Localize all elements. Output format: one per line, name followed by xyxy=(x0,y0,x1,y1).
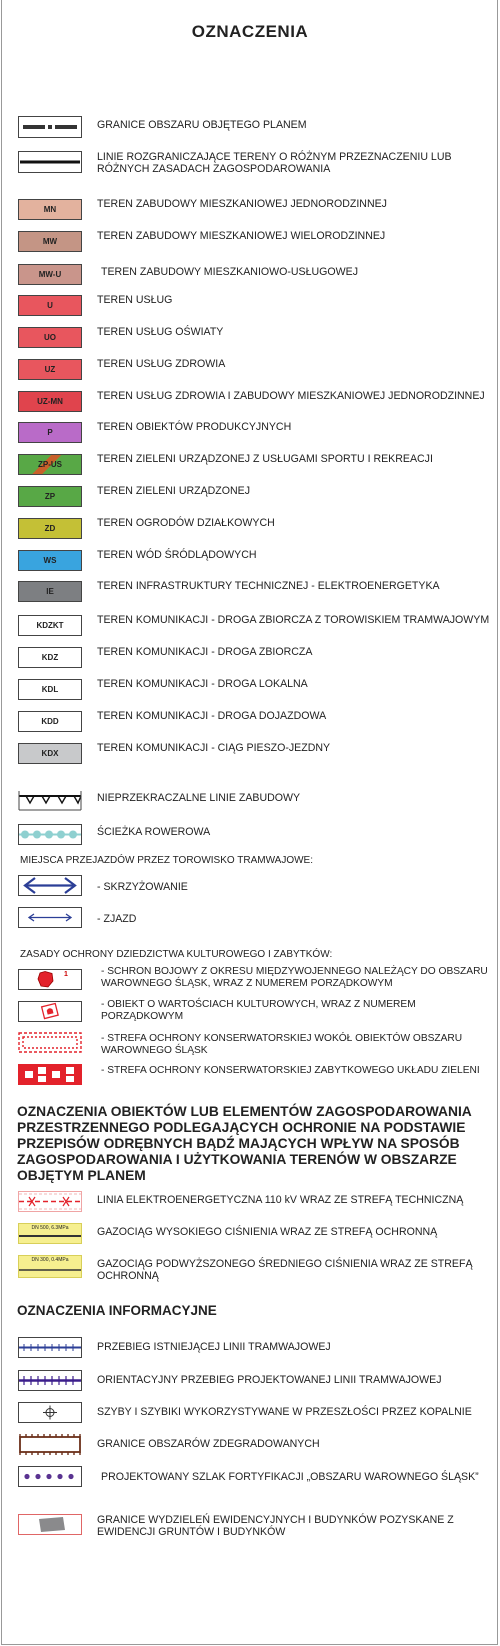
zone-zd-symbol: ZD xyxy=(18,518,82,539)
cadastral-boundary-label: GRANICE WYDZIELEŃ EWIDENCYJNYCH I BUDYNKÓW POZYSKANE Z EWIDENCJI GRUNTÓW I BUDYNKÓW xyxy=(97,1514,454,1538)
zone-uz-symbol: UZ xyxy=(18,359,82,380)
zone-zp-us-label: TEREN ZIELENI URZĄDZONEJ Z USŁUGAMI SPORTU I REKREACJI xyxy=(97,453,433,465)
zone-mw-u-label: TEREN ZABUDOWY MIESZKANIOWO-USŁUGOWEJ xyxy=(101,266,359,278)
zone-kdd-symbol: KDD xyxy=(18,711,82,732)
bunker-symbol xyxy=(18,969,82,990)
zone-zp-label: TEREN ZIELENI URZĄDZONEJ xyxy=(97,485,251,497)
crossing-driveway-label: - ZJAZD xyxy=(97,913,137,925)
fortification-zone-label: - STREFA OCHRONY KONSERWATORSKIEJ WOKÓŁ OBIEKTÓW OBSZARU WAROWNEGO ŚLĄSK xyxy=(101,1033,463,1056)
building-line-label: NIEPRZEKRACZALNE LINIE ZABUDOWY xyxy=(97,792,301,804)
zone-uo-label: TEREN USŁUG OŚWIATY xyxy=(97,326,224,338)
zone-mw-u-symbol: MW-U xyxy=(18,264,82,285)
building-line-symbol xyxy=(18,790,82,811)
zone-kdz-symbol: KDZ xyxy=(18,647,82,668)
crossing-intersection-label: - SKRZYŻOWANIE xyxy=(97,881,188,893)
zone-p-label: TEREN OBIEKTÓW PRODUKCYJNYCH xyxy=(97,421,292,433)
zone-ie-label: TEREN INFRASTRUKTURY TECHNICZNEJ - ELEKTROENERGETYKA xyxy=(97,580,440,592)
degraded-area-symbol xyxy=(18,1434,82,1455)
zone-ws-symbol: WS xyxy=(18,550,82,571)
zone-zp-us-symbol: ZP-US xyxy=(18,454,82,475)
gas-high-symbol xyxy=(18,1223,82,1244)
protection-heading: OZNACZENIA OBIEKTÓW LUB ELEMENTÓW ZAGOSPODAROWANIA PRZESTRZENNEGO PODLEGAJĄCYCH OCHRONIE NA PODSTAWIE PRZEPISÓW ODRĘBNYCH BĄDŹ MAJĄCYCH WPŁYW NA SPOSÓB ZAGOSPODAROWANIA I UŻYTKOWANIA TERENÓW W OBSZARZE OBJĘTYM PLANEM xyxy=(17,1104,472,1183)
zone-ie-symbol: IE xyxy=(18,581,82,602)
power-line-label: LINIA ELEKTROENERGETYCZNA 110 kV WRAZ ZE STREFĄ TECHNICZNĄ xyxy=(97,1194,464,1206)
green-heritage-zone-symbol xyxy=(18,1064,82,1085)
zone-uz-mn-label: TEREN USŁUG ZDROWIA I ZABUDOWY MIESZKANIOWEJ JEDNORODZINNEJ xyxy=(97,390,485,402)
tram-existing-symbol xyxy=(18,1337,82,1358)
cadastral-boundary-symbol xyxy=(18,1514,82,1535)
gas-high-label: GAZOCIĄG WYSOKIEGO CIŚNIENIA WRAZ ZE STREFĄ OCHRONNĄ xyxy=(97,1226,438,1238)
mine-shaft-label: SZYBY I SZYBIKI WYKORZYSTYWANE W PRZESZŁOŚCI PRZEZ KOPALNIE xyxy=(97,1406,472,1418)
gas-medium-symbol-text: DN 300, 0.4MPa xyxy=(31,1257,69,1263)
tram-planned-label: ORIENTACYJNY PRZEBIEG PROJEKTOWANEJ LINII TRAMWAJOWEJ xyxy=(97,1374,442,1386)
zone-kdzkt-label: TEREN KOMUNIKACJI - DROGA ZBIORCZA Z TOROWISKIEM TRAMWAJOWYM xyxy=(97,614,490,626)
degraded-area-label: GRANICE OBSZARÓW ZDEGRADOWANYCH xyxy=(97,1438,320,1450)
zone-p-symbol: P xyxy=(18,422,82,443)
plan-boundary-symbol xyxy=(18,116,82,138)
zone-u-symbol: U xyxy=(18,295,82,316)
info-heading: OZNACZENIA INFORMACYJNE xyxy=(17,1303,217,1318)
tram-existing-label: PRZEBIEG ISTNIEJĄCEJ LINII TRAMWAJOWEJ xyxy=(97,1341,331,1353)
gas-medium-symbol xyxy=(18,1255,82,1278)
zone-u-label: TEREN USŁUG xyxy=(97,294,173,306)
zone-mw-label: TEREN ZABUDOWY MIESZKANIOWEJ WIELORODZINNEJ xyxy=(97,230,386,242)
power-line-symbol xyxy=(18,1191,82,1212)
fortification-route-label: PROJEKTOWANY SZLAK FORTYFIKACJI „OBSZARU WAROWNEGO ŚLĄSK” xyxy=(101,1471,479,1483)
zone-zp-symbol: ZP xyxy=(18,486,82,507)
zone-kdl-symbol: KDL xyxy=(18,679,82,700)
zone-zd-label: TEREN OGRODÓW DZIAŁKOWYCH xyxy=(97,517,275,529)
cultural-object-symbol xyxy=(18,1001,82,1022)
zone-kdx-symbol: KDX xyxy=(18,743,82,764)
zone-kdd-label: TEREN KOMUNIKACJI - DROGA DOJAZDOWA xyxy=(97,710,327,722)
bike-path-symbol xyxy=(18,824,82,845)
green-heritage-zone-label: - STREFA OCHRONY KONSERWATORSKIEJ ZABYTKOWEGO UKŁADU ZIELENI xyxy=(101,1065,480,1076)
gas-high-symbol-text: DN 500, 6.3MPa xyxy=(31,1225,69,1231)
zone-kdx-label: TEREN KOMUNIKACJI - CIĄG PIESZO-JEZDNY xyxy=(97,742,331,754)
zone-uo-symbol: UO xyxy=(18,327,82,348)
crossings-heading: MIEJSCA PRZEJAZDÓW PRZEZ TOROWISKO TRAMWAJOWE: xyxy=(20,855,313,866)
division-line-label: LINIE ROZGRANICZAJĄCE TERENY O RÓŻNYM PRZEZNACZENIU LUB RÓŻNYCH ZASADACH ZAGOSPODAROWANIA xyxy=(97,151,452,175)
division-line-symbol xyxy=(18,151,82,173)
zone-mw-symbol: MW xyxy=(18,231,82,252)
zone-kdl-label: TEREN KOMUNIKACJI - DROGA LOKALNA xyxy=(97,678,308,690)
legend-title: OZNACZENIA xyxy=(191,22,309,41)
zone-kdzkt-symbol: KDZKT xyxy=(18,615,82,636)
fortification-route-symbol xyxy=(18,1466,82,1487)
mine-shaft-symbol xyxy=(18,1402,82,1423)
bunker-label: - SCHRON BOJOWY Z OKRESU MIĘDZYWOJENNEGO NALEŻĄCY DO OBSZARU WAROWNEGO ŚLĄSK, WRAZ Z NUMEREM PORZĄDKOWYM xyxy=(101,966,488,989)
plan-boundary-label: GRANICE OBSZARU OBJĘTEGO PLANEM xyxy=(97,119,307,131)
tram-planned-symbol xyxy=(18,1370,82,1391)
zone-ws-label: TEREN WÓD ŚRÓDLĄDOWYCH xyxy=(97,549,257,561)
fortification-zone-symbol xyxy=(18,1032,82,1053)
zone-uz-mn-symbol: UZ-MN xyxy=(18,391,82,412)
crossing-intersection-symbol xyxy=(18,875,82,896)
zone-mn-label: TEREN ZABUDOWY MIESZKANIOWEJ JEDNORODZINNEJ xyxy=(97,198,387,210)
zone-kdz-label: TEREN KOMUNIKACJI - DROGA ZBIORCZA xyxy=(97,646,313,658)
zone-mn-symbol: MN xyxy=(18,199,82,220)
crossing-driveway-symbol xyxy=(18,907,82,928)
zone-uz-label: TEREN USŁUG ZDROWIA xyxy=(97,358,226,370)
gas-medium-label: GAZOCIĄG PODWYŻSZONEGO ŚREDNIEGO CIŚNIENIA WRAZ ZE STREFĄ OCHRONNĄ xyxy=(97,1258,473,1282)
cultural-object-label: - OBIEKT O WARTOŚCIACH KULTUROWYCH, WRAZ Z NUMEREM PORZĄDKOWYM xyxy=(101,999,416,1022)
bunker-number-badge: 1 xyxy=(64,971,68,978)
heritage-heading: ZASADY OCHRONY DZIEDZICTWA KULTUROWEGO I ZABYTKÓW: xyxy=(20,949,333,960)
bike-path-label: ŚCIEŻKA ROWEROWA xyxy=(97,826,211,838)
